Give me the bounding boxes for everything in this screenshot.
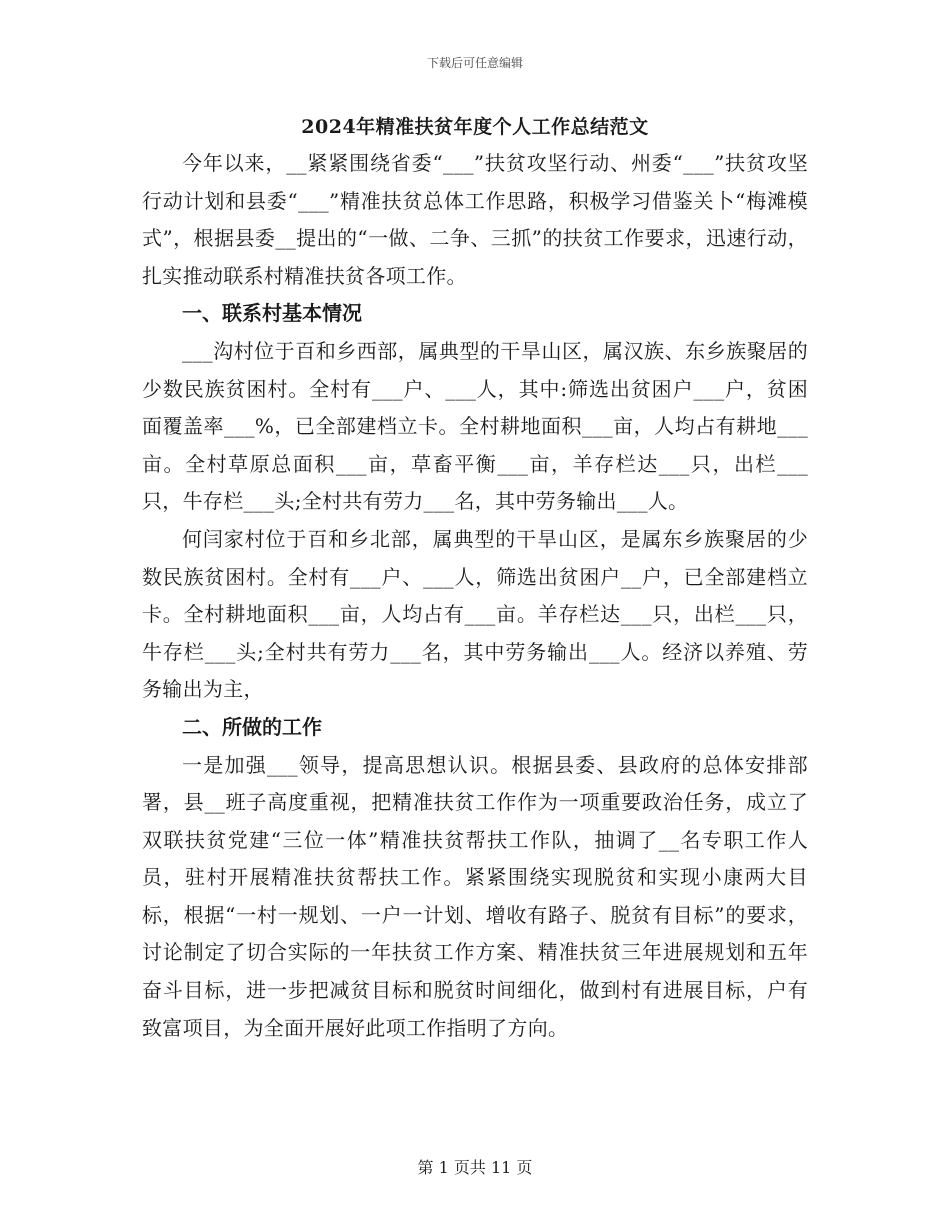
intro-paragraph: 今年以来，__紧紧围绕省委“___”扶贫攻坚行动、州委“___”扶贫攻坚行动计划和县委“___”精准扶贫总体工作思路，积极学习借鉴关卜“梅滩模式”，根据县委__提出的“一做、二争、三抓”的扶贫工作要求，迅速行动，扎实推动联系村精准扶贫各项工作。 bbox=[142, 151, 808, 288]
header-note: 下载后可任意编辑 bbox=[426, 56, 523, 70]
village-2-paragraph: 何闫家村位于百和乡北部，属典型的干旱山区，是属东乡族聚居的少数民族贫困村。全村有___户、___人，筛选出贫困户__户，已全部建档立卡。全村耕地面积___亩，人均占有___亩。羊存栏达___只，出栏___只，牛存栏___头;全村共有劳力___名，其中劳务输出___人。经济以养殖、劳务输出为主， bbox=[142, 526, 808, 702]
section-heading-1: 一、联系村基本情况 bbox=[182, 301, 362, 326]
document-title: 2024年精准扶贫年度个人工作总结范文 bbox=[301, 116, 649, 138]
work-paragraph-1: 一是加强___领导，提高思想认识。根据县委、县政府的总体安排部署，县__班子高度重视，把精准扶贫工作作为一项重要政治任务，成立了双联扶贫党建“三位一体”精准扶贫帮扶工作队，抽调了__名专职工作人员，驻村开展精准扶贫帮扶工作。紧紧围绕实现脱贫和实现小康两大目标，根据“一村一规划、一户一计划、增收有路子、脱贫有目标”的要求，讨论制定了切合实际的一年扶贫工作方案、精准扶贫三年进展规划和五年奋斗目标，进一步把减贫目标和脱贫时间细化，做到村有进展目标，户有致富项目，为全面开展好此项工作指明了方向。 bbox=[142, 752, 808, 1040]
page-footer: 第 1 页共 11 页 bbox=[417, 1158, 533, 1177]
village-1-paragraph: ___沟村位于百和乡西部，属典型的干旱山区，属汉族、东乡族聚居的少数民族贫困村。全村有___户、___人，其中:筛选出贫困户___户，贫困面覆盖率___%，已全部建档立卡。全村耕地面积___亩，人均占有耕地___亩。全村草原总面积___亩，草畜平衡___亩，羊存栏达___只，出栏___只，牛存栏___头;全村共有劳力___名，其中劳务输出___人。 bbox=[142, 338, 808, 514]
document-body bbox=[142, 145, 808, 1047]
section-heading-2: 二、所做的工作 bbox=[182, 714, 322, 739]
